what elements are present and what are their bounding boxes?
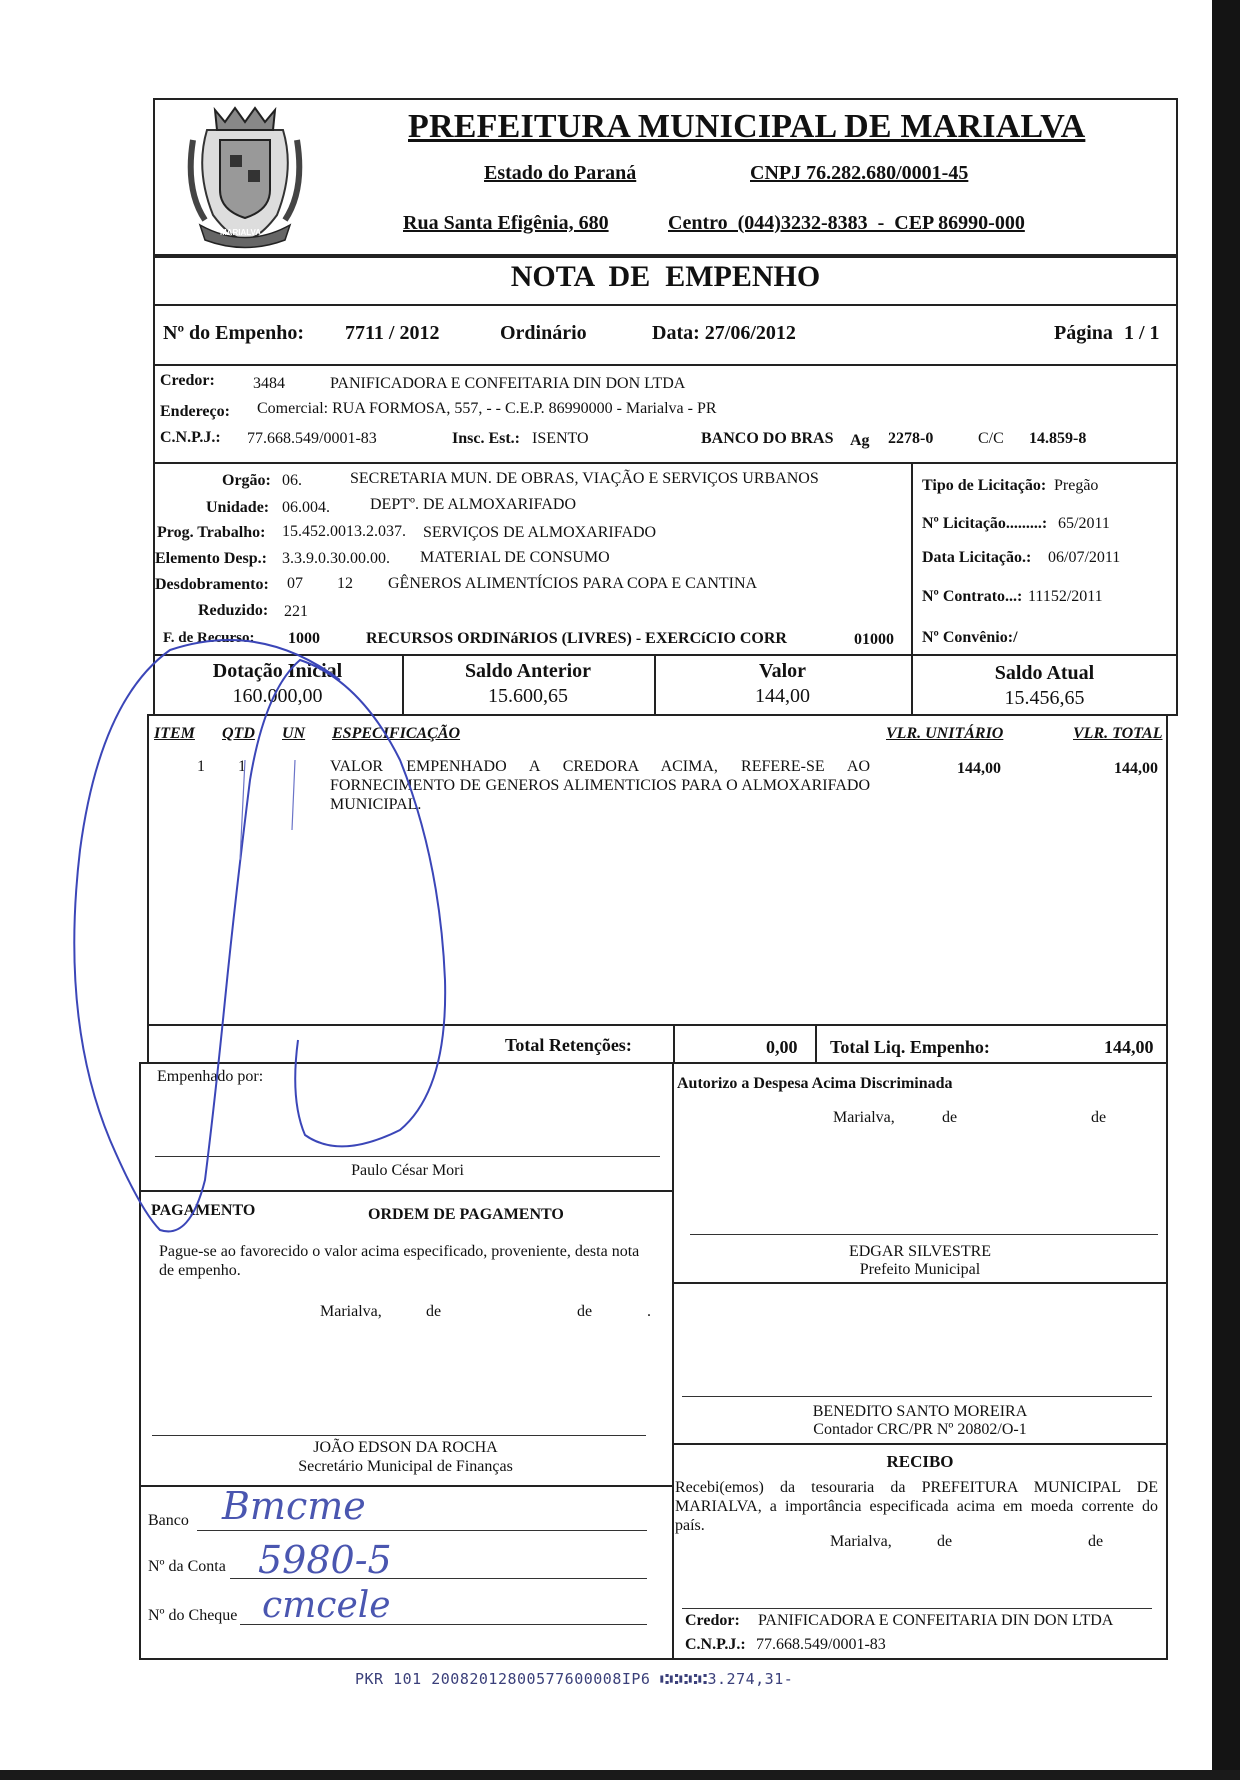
empenho-number-label: Nº do Empenho: [163, 322, 305, 344]
conta-label: Nº da Conta [148, 1558, 226, 1575]
desdobramento-desc: GÊNEROS ALIMENTÍCIOS PARA COPA E CANTINA [388, 575, 758, 592]
item-number: 1 [197, 758, 205, 775]
recibo-cnpj-label: C.N.P.J.: [685, 1636, 746, 1653]
valor-label: Valor [758, 660, 807, 682]
recibo-credor-name: PANIFICADORA E CONFEITARIA DIN DON LTDA [758, 1612, 1114, 1629]
pagamento-city: Marialva, [320, 1303, 382, 1320]
secretario-role: Secretário Municipal de Finanças [298, 1458, 513, 1475]
cheque-label: Nº do Cheque [148, 1607, 238, 1624]
liquido-value: 144,00 [1104, 1037, 1154, 1057]
autorizo-label: Autorizo a Despesa Acima Discriminada [677, 1075, 953, 1092]
header-state: Estado do Paraná [484, 162, 637, 184]
liquido-label: Total Liq. Empenho: [830, 1037, 990, 1057]
prog-desc: SERVIÇOS DE ALMOXARIFADO [423, 524, 657, 541]
credor-cnpj: 77.668.549/0001-83 [247, 430, 377, 447]
empenhado-name: Paulo César Mori [351, 1162, 464, 1179]
reduzido-value: 221 [284, 603, 308, 620]
credor-cnpj-label: C.N.P.J.: [160, 429, 221, 446]
insc-label: Insc. Est.: [452, 430, 521, 447]
recibo-credor-label: Credor: [685, 1612, 740, 1629]
header-contact: Centro (044)3232-8383 - CEP 86990-000 [668, 212, 1025, 234]
unidade-label: Unidade: [206, 499, 270, 516]
banco-handwritten: Bmcme [222, 1484, 366, 1528]
unidade-value: 06.004. [282, 499, 330, 516]
recibo-city: Marialva, [830, 1533, 892, 1550]
page-label: Página [1054, 322, 1113, 344]
pagamento-text: Pague-se ao favorecido o valor acima especificado, proveniente, desta nota de empenho. [159, 1243, 640, 1279]
col-spec: ESPECIFICAÇÃO [332, 725, 461, 742]
licitacao-number-label: Nº Licitação.........: [922, 515, 1048, 532]
credor-code: 3484 [253, 375, 285, 392]
insc-value: ISENTO [532, 430, 589, 447]
agency-label: Ag [850, 432, 870, 449]
saldo-atual-label: Saldo Atual [994, 662, 1095, 684]
tipo-licitacao-value: Pregão [1054, 477, 1099, 494]
account-value: 14.859-8 [1029, 430, 1087, 447]
desdobramento-label: Desdobramento: [155, 576, 269, 593]
empenhado-label: Empenhado por: [157, 1068, 264, 1085]
recibo-title: RECIBO [886, 1452, 954, 1471]
ordem-pagamento-label: ORDEM DE PAGAMENTO [368, 1206, 564, 1223]
elemento-desc: MATERIAL DE CONSUMO [420, 549, 610, 566]
endereco-label: Endereço: [160, 403, 230, 420]
valor-value: 144,00 [755, 685, 810, 707]
pagamento-dot: . [647, 1303, 651, 1320]
orgao-label: Orgão: [222, 472, 271, 489]
dotacao-inicial-value: 160.000,00 [232, 685, 323, 707]
item-qty: 1 [238, 758, 246, 775]
conta-handwritten: 5980-5 [258, 1538, 392, 1582]
item-unit-price: 144,00 [957, 760, 1001, 777]
convenio-label: Nº Convênio:/ [922, 629, 1018, 646]
secretario-name: JOÃO EDSON DA ROCHA [313, 1439, 498, 1456]
reduzido-label: Reduzido: [198, 602, 269, 619]
licitacao-number: 65/2011 [1058, 515, 1110, 532]
contador-name: BENEDITO SANTO MOREIRA [812, 1403, 1028, 1420]
item-spec: VALOR EMPENHADO A CREDORA ACIMA, REFERE-SE AO FORNECIMENTO DE GENEROS ALIMENTICIOS PARA O ALMOXARIFADO MUNICIPAL. [330, 758, 870, 813]
page-number: 1 / 1 [1124, 322, 1160, 344]
col-total: VLR. TOTAL [1073, 725, 1163, 742]
credor-name: PANIFICADORA E CONFEITARIA DIN DON LTDA [330, 375, 686, 392]
desdobramento-a: 07 [287, 575, 303, 592]
municipality-title: PREFEITURA MUNICIPAL DE MARIALVA [408, 108, 1086, 145]
desdobramento-b: 12 [337, 575, 353, 592]
col-qtd: QTD [222, 725, 255, 742]
retencoes-value: 0,00 [766, 1037, 798, 1057]
saldo-anterior-label: Saldo Anterior [464, 660, 592, 682]
cheque-handwritten: cmcele [262, 1585, 391, 1626]
micr-line: PKR 101 20082012800577600008IP6 ⑆⑆⑆⑆⑆3.274,31- [355, 1670, 794, 1688]
orgao-desc: SECRETARIA MUN. DE OBRAS, VIAÇÃO E SERVIÇOS URBANOS [350, 470, 819, 487]
prog-value: 15.452.0013.2.037. [282, 523, 406, 540]
recurso-label: F. de Recurso: [163, 630, 255, 646]
header-address: Rua Santa Efigênia, 680 [403, 212, 609, 234]
col-unit: VLR. UNITÁRIO [886, 725, 1004, 742]
dotacao-inicial-label: Dotação Inicial [212, 660, 343, 682]
elemento-value: 3.3.9.0.30.00.00. [282, 550, 390, 567]
account-label: C/C [978, 430, 1004, 447]
orgao-value: 06. [282, 472, 302, 489]
contrato-label: Nº Contrato...: [922, 588, 1023, 605]
pagamento-label: PAGAMENTO [151, 1202, 256, 1219]
col-item: ITEM [154, 725, 195, 742]
autorizo-de-2: de [1091, 1109, 1107, 1126]
empenho-type: Ordinário [500, 322, 587, 344]
doc-title: NOTA DE EMPENHO [510, 260, 821, 293]
saldo-atual-value: 15.456,65 [1004, 687, 1085, 709]
header-cnpj: CNPJ 76.282.680/0001-45 [750, 162, 969, 184]
autorizo-de-1: de [942, 1109, 958, 1126]
empenho-date: Data: 27/06/2012 [652, 322, 796, 344]
contrato-value: 11152/2011 [1028, 588, 1103, 605]
recurso-code: 01000 [854, 631, 894, 648]
prefeito-name: EDGAR SILVESTRE [848, 1243, 992, 1260]
pagamento-de-2: de [577, 1303, 593, 1320]
item-total: 144,00 [1114, 760, 1158, 777]
contador-role: Contador CRC/PR Nº 20802/O-1 [813, 1421, 1027, 1438]
recurso-value: 1000 [288, 630, 320, 647]
prog-label: Prog. Trabalho: [157, 524, 266, 541]
empenho-number: 7711 / 2012 [345, 322, 440, 344]
autorizo-city: Marialva, [833, 1109, 895, 1126]
retencoes-label: Total Retenções: [505, 1035, 632, 1055]
recibo-cnpj: 77.668.549/0001-83 [756, 1636, 886, 1653]
licitacao-date: 06/07/2011 [1048, 549, 1121, 566]
banco-label: Banco [148, 1512, 189, 1529]
pagamento-de-1: de [426, 1303, 442, 1320]
recibo-de-1: de [937, 1533, 953, 1550]
bank-name: BANCO DO BRAS [701, 430, 834, 447]
recibo-de-2: de [1088, 1533, 1104, 1550]
endereco-value: Comercial: RUA FORMOSA, 557, - - C.E.P. 86990000 - Marialva - PR [257, 400, 717, 417]
crest-ribbon-text: MARIALVA [220, 228, 262, 237]
col-un: UN [282, 725, 306, 742]
agency-value: 2278-0 [888, 430, 934, 447]
recurso-desc: RECURSOS ORDINáRIOS (LIVRES) - EXERCíCIO CORR [366, 630, 787, 647]
credor-label: Credor: [160, 372, 215, 389]
elemento-label: Elemento Desp.: [155, 550, 267, 567]
prefeito-role: Prefeito Municipal [859, 1261, 981, 1278]
licitacao-date-label: Data Licitação.: [922, 549, 1032, 566]
saldo-anterior-value: 15.600,65 [488, 685, 568, 707]
unidade-desc: DEPTº. DE ALMOXARIFADO [370, 496, 576, 513]
tipo-licitacao-label: Tipo de Licitação: [922, 477, 1047, 494]
recibo-text: Recebi(emos) da tesouraria da PREFEITURA MUNICIPAL DE MARIALVA, a importância especificada acima em moeda corrente do país. [675, 1479, 1158, 1534]
